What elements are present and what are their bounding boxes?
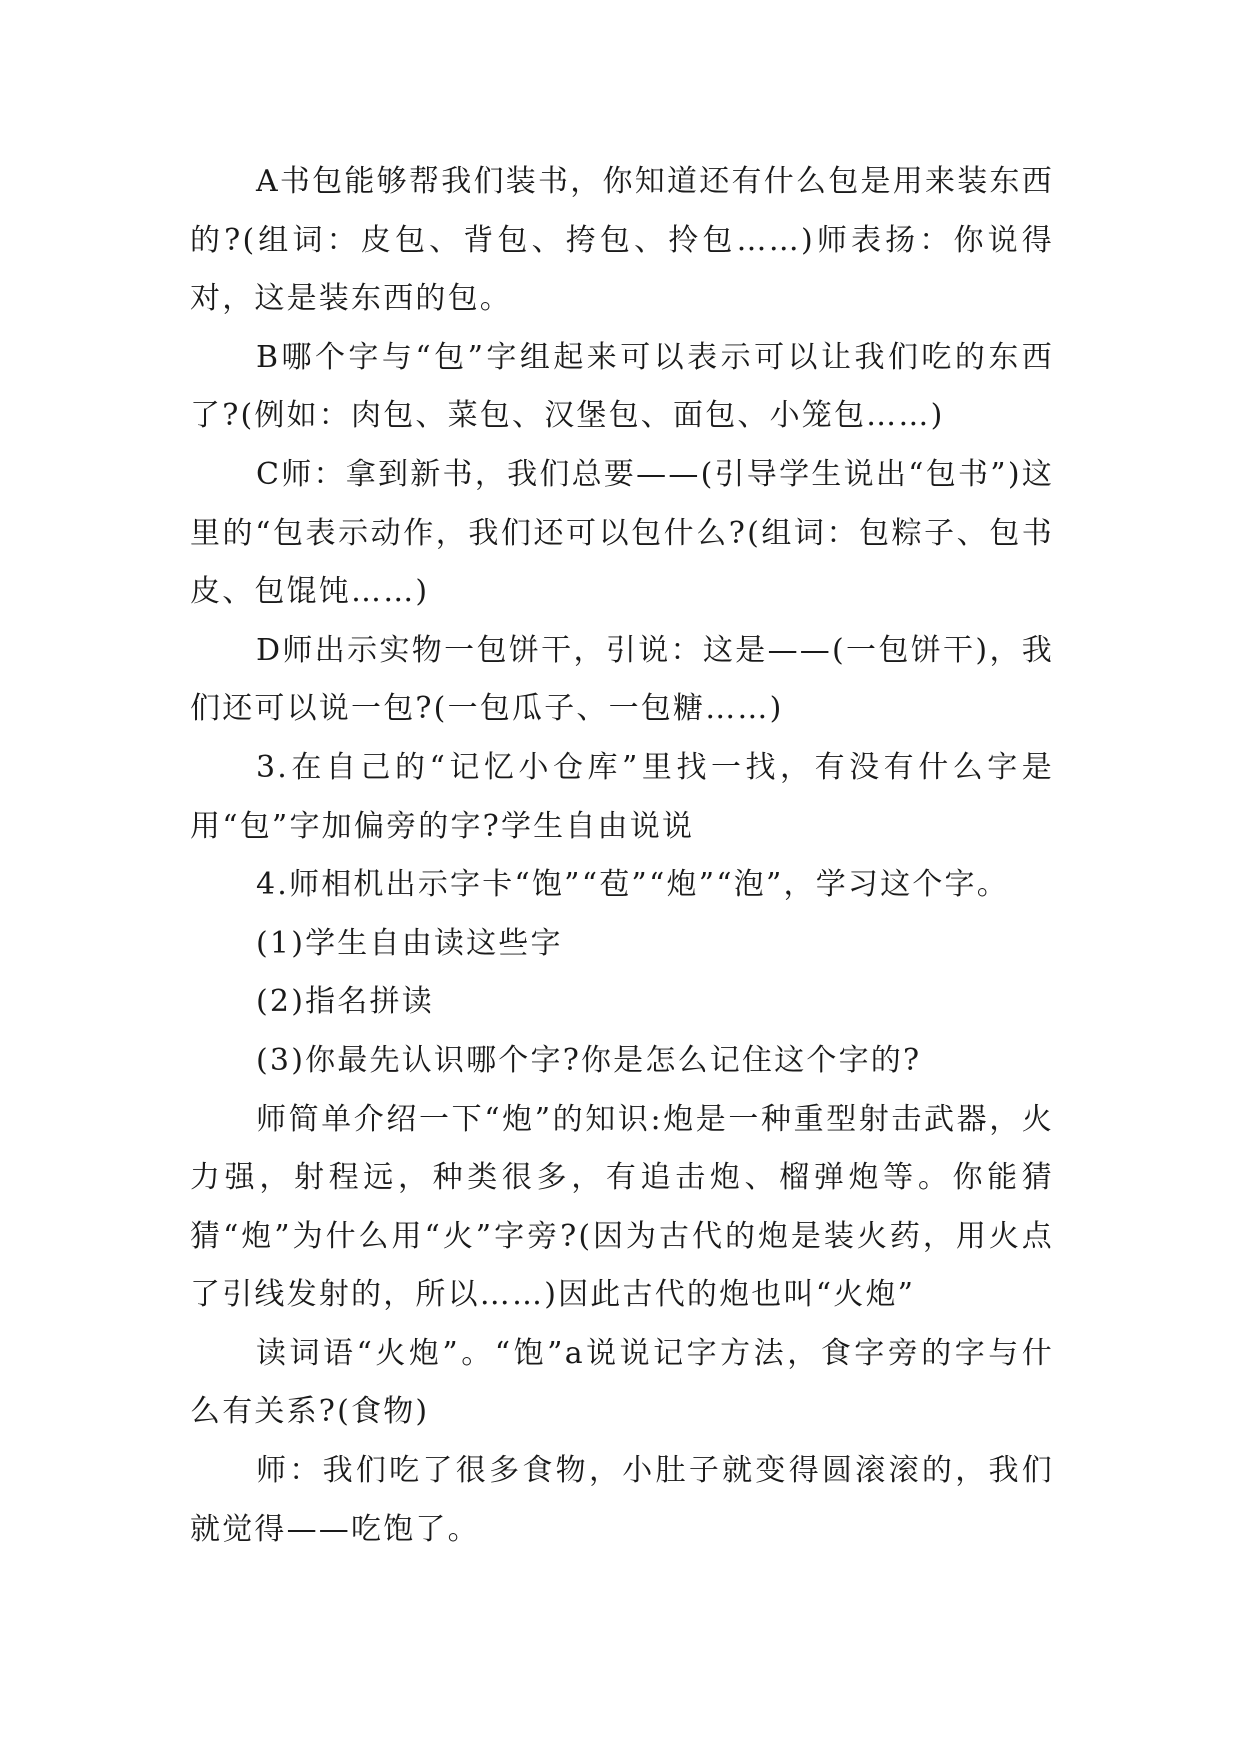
paragraph-substep-1: (1)学生自由读这些字 [256,925,563,961]
document-body [190,153,1054,1559]
paragraph-d-biscuits: D师出示实物一包饼干，引说：这是——(一包饼干)，我们还可以说一包?(一包瓜子、一包糖……) [190,632,1054,727]
paragraph-step-4: 4.师相机出示字卡“饱”“苞”“炮”“泡”，学习这个字。 [256,867,1009,903]
paragraph-step-3: 3.在自己的“记忆小仓库”里找一找，有没有什么字是用“包”字加偏旁的字?学生自由说说 [190,749,1054,844]
paragraph-substep-3: (3)你最先认识哪个字?你是怎么记住这个字的? [256,1042,922,1078]
paragraph-substep-2: (2)指名拼读 [256,984,434,1020]
paragraph-read-words: 读词语“火炮”。“饱”a说说记字方法，食字旁的字与什么有关系?(食物) [190,1335,1054,1430]
paragraph-b-food: B哪个字与“包”字组起来可以表示可以让我们吃的东西了?(例如：肉包、菜包、汉堡包、面包、小笼包……) [190,339,1054,434]
paragraph-full: 师：我们吃了很多食物，小肚子就变得圆滚滚的，我们就觉得——吃饱了。 [190,1453,1054,1547]
paragraph-c-wrap-book: C师：拿到新书，我们总要——(引导学生说出“包书”)这里的“包表示动作，我们还可以包什么?(组词：包粽子、包书皮、包馄饨……) [190,456,1054,610]
paragraph-a-schoolbag: A书包能够帮我们装书，你知道还有什么包是用来装东西的?(组词：皮包、背包、挎包、拎包……)师表扬：你说得对，这是装东西的包。 [190,164,1054,317]
paragraph-cannon-intro: 师简单介绍一下“炮”的知识:炮是一种重型射击武器，火力强，射程远，种类很多，有追击炮、榴弹炮等。你能猜猜“炮”为什么用“火”字旁?(因为古代的炮是装火药，用火点了引线发射的，所以……)因此古代的炮也叫“火炮” [190,1101,1054,1313]
